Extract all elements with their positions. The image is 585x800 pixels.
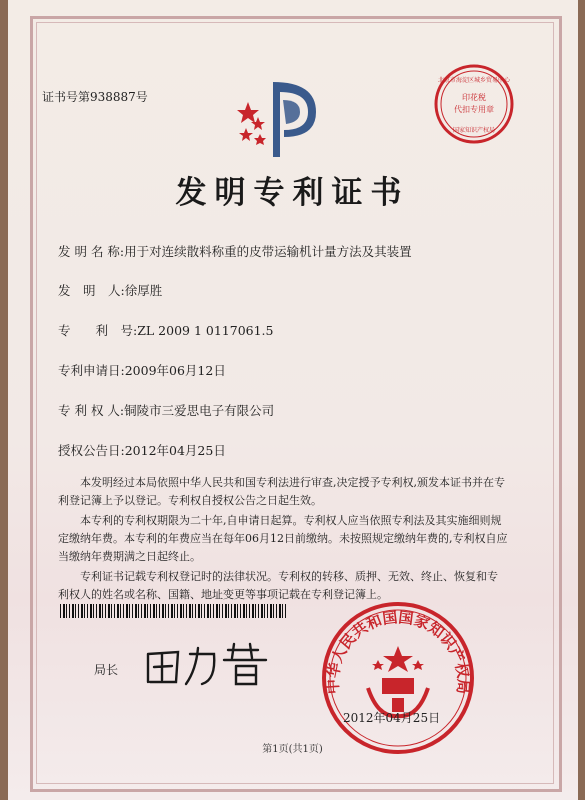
- invention-name-row: [58, 242, 412, 260]
- patent-office-logo-icon: [228, 62, 338, 162]
- svg-text:印花税: 印花税: [462, 93, 486, 102]
- announce-date-label: 授权公告日:: [58, 443, 125, 458]
- barcode: [60, 604, 286, 618]
- certificate-number: 证书号第938887号: [42, 90, 148, 104]
- svg-text:中华人民共和国国家知识产权局: 中华人民共和国国家知识产权局: [323, 608, 473, 695]
- patentee-label: 专 利 权 人:: [58, 403, 125, 418]
- invention-name-label: 发 明 名 称:: [58, 244, 125, 259]
- announce-date-row: [58, 441, 226, 459]
- svg-text:代扣专用章: 代扣专用章: [454, 105, 494, 114]
- paragraph-grant: 本发明经过本局依照中华人民共和国专利法进行审查,决定授予专利权,颁发本证书并在专利登记簿上予以登记。专利权自授权公告之日起生效。: [58, 476, 505, 507]
- svg-text:国家知识产权局: 国家知识产权局: [452, 127, 496, 134]
- page-indicator: 第1页(共1页): [262, 744, 323, 755]
- document-title: 发明专利证书: [175, 175, 410, 211]
- filing-date-label: 专利申请日:: [58, 363, 125, 378]
- national-ip-office-seal: [318, 598, 478, 758]
- svg-text:北京市海淀区城乡贸易中心: 北京市海淀区城乡贸易中心: [437, 77, 511, 84]
- paragraph-legal-status: 专利证书记载专利权登记时的法律状况。专利权的转移、质押、无效、终止、恢复和专利权人的姓名或名称、国籍、地址变更等事项记载在专利登记簿上。: [58, 570, 498, 601]
- patent-number-label: 专 利 号:: [58, 323, 138, 338]
- tax-stamp-seal: [432, 62, 516, 146]
- patent-number-value: ZL 2009 1 0117061.5: [137, 323, 274, 338]
- invention-name-value: 用于对连续散料称重的皮带运输机计量方法及其装置: [124, 244, 412, 259]
- inventor-row: [58, 281, 162, 299]
- inventor-value: 徐厚胜: [124, 283, 163, 298]
- issue-date: 2012年04月25日: [343, 711, 441, 725]
- director-signature: [142, 640, 282, 690]
- announce-date-value: 2012年04月25日: [124, 443, 226, 458]
- filing-date-row: [58, 361, 226, 379]
- patentee-row: [58, 401, 274, 419]
- director-label: 局长: [94, 663, 119, 677]
- patentee-value: 铜陵市三爱思电子有限公司: [124, 403, 275, 418]
- patent-number-row: [58, 321, 274, 339]
- paragraph-term: 本专利的专利权期限为二十年,自申请日起算。专利权人应当依照专利法及其实施细则规定缴纳年费。本专利的年费应当在每年06月12日前缴纳。未按照规定缴纳年费的,专利权自应当缴纳年费期满之日起终止。: [58, 514, 508, 563]
- inventor-label: 发 明 人:: [58, 283, 125, 298]
- filing-date-value: 2009年06月12日: [124, 363, 226, 378]
